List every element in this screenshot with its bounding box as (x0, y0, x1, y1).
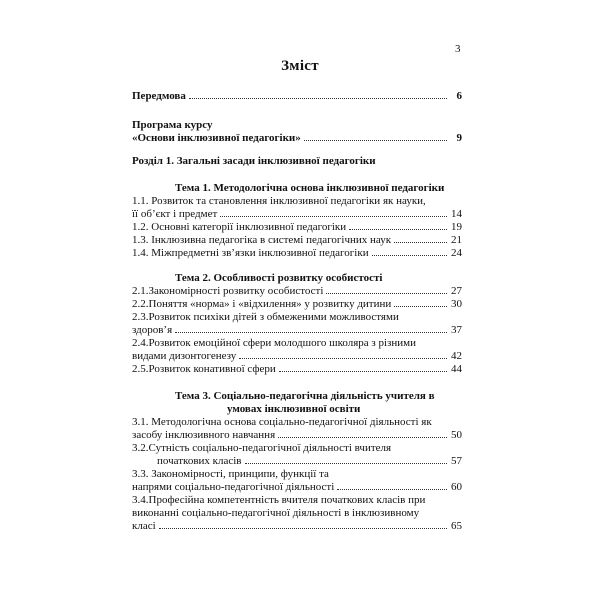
dot-leader (326, 293, 447, 294)
topic-heading: Тема 1. Методологічна основа інклюзивної педагогіки (175, 182, 445, 194)
page-number: 3 (455, 43, 461, 55)
toc-page-number: 44 (451, 363, 462, 375)
toc-entry[interactable] (132, 481, 462, 494)
toc-item-text: 1.1. Розвиток та становлення інклюзивної педагогіки як науки, (132, 195, 426, 207)
toc-entry[interactable] (132, 350, 462, 363)
toc-item-text: 2.4.Розвиток емоційної сфери молодшого школяра з різними (132, 337, 417, 349)
toc-label: здоров’я (132, 324, 173, 336)
dot-leader (278, 437, 447, 438)
toc-label: 1.4. Міжпредметні зв’язки інклюзивної педагогіки (132, 247, 369, 259)
toc-item-text: 3.4.Професійна компетентність вчителя початкових класів при (132, 494, 426, 506)
toc-entry[interactable] (132, 221, 462, 234)
toc-label: напрями соціально-педагогічної діяльності (132, 481, 335, 493)
toc-item-text: 3.3. Закономірності, принципи, функції та (132, 468, 329, 480)
toc-entry[interactable] (132, 247, 462, 260)
section-heading: Розділ 1. Загальні засади інклюзивної педагогіки (132, 155, 376, 167)
table-of-contents (132, 78, 462, 533)
toc-page-number: 65 (451, 520, 462, 532)
dot-leader (245, 463, 447, 464)
toc-page-number: 30 (451, 298, 462, 310)
toc-label: 2.1.Закономірності розвитку особистості (132, 285, 324, 297)
toc-entry[interactable] (132, 520, 462, 533)
toc-page-number: 14 (451, 208, 462, 220)
toc-page-number: 9 (456, 132, 462, 144)
dot-leader (394, 242, 447, 243)
dot-leader (220, 216, 447, 217)
dot-leader (337, 489, 447, 490)
toc-entry[interactable] (132, 363, 462, 376)
dot-leader (394, 306, 447, 307)
dot-leader (159, 528, 447, 529)
toc-label: початкових класів (157, 455, 242, 467)
toc-label: «Основи інклюзивної педагогіки» (132, 132, 301, 144)
toc-entry[interactable] (132, 455, 462, 468)
toc-page-number: 27 (451, 285, 462, 297)
dot-leader (189, 98, 447, 99)
toc-label: видами дизонтогенезу (132, 350, 237, 362)
toc-entry[interactable] (132, 429, 462, 442)
topic-heading-continued: умовах інклюзивної освіти (227, 403, 361, 415)
page-title: Зміст (281, 58, 319, 74)
toc-entry[interactable] (132, 234, 462, 247)
toc-entry-program[interactable] (132, 132, 462, 145)
toc-item-text: 2.3.Розвиток психіки дітей з обмеженими можливостями (132, 311, 399, 323)
toc-entry[interactable] (132, 324, 462, 337)
toc-page-number: 57 (451, 455, 462, 467)
toc-page-number: 24 (451, 247, 462, 259)
toc-label: засобу інклюзивного навчання (132, 429, 276, 441)
toc-label: 1.2. Основні категорії інклюзивної педагогіки (132, 221, 347, 233)
toc-page-number: 21 (451, 234, 462, 246)
toc-label: 1.3. Інклюзивна педагогіка в системі педагогічних наук (132, 234, 392, 246)
toc-item-text: 3.2.Сутність соціально-педагогічної діяльності вчителя (132, 442, 392, 454)
toc-label: класі (132, 520, 156, 532)
dot-leader (279, 371, 447, 372)
topic-heading: Тема 2. Особливості розвитку особистості (175, 272, 383, 284)
toc-label: 2.5.Розвиток конативної сфери (132, 363, 276, 375)
toc-label: Передмова (132, 90, 186, 102)
toc-item-text: виконанні соціально-педагогічної діяльності в інклюзивному (132, 507, 420, 519)
toc-page-number: 6 (456, 90, 462, 102)
toc-page-number: 37 (451, 324, 462, 336)
toc-page-number: 19 (451, 221, 462, 233)
dot-leader (349, 229, 447, 230)
toc-entry[interactable] (132, 208, 462, 221)
topic-heading: Тема 3. Соціально-педагогічна діяльність учителя в (175, 390, 435, 402)
toc-page-number: 50 (451, 429, 462, 441)
dot-leader (304, 140, 447, 141)
dot-leader (175, 332, 447, 333)
toc-entry[interactable] (132, 298, 462, 311)
toc-page-number: 42 (451, 350, 462, 362)
toc-label: її об’єкт і предмет (132, 208, 218, 220)
toc-program-line1: Програма курсу (132, 119, 213, 131)
toc-page-number: 60 (451, 481, 462, 493)
dot-leader (239, 358, 447, 359)
toc-label: 2.2.Поняття «норма» і «відхилення» у розвитку дитини (132, 298, 392, 310)
toc-entry[interactable] (132, 285, 462, 298)
toc-entry-preface[interactable] (132, 90, 462, 103)
toc-item-text: 3.1. Методологічна основа соціально-педагогічної діяльності як (132, 416, 432, 428)
dot-leader (372, 255, 447, 256)
